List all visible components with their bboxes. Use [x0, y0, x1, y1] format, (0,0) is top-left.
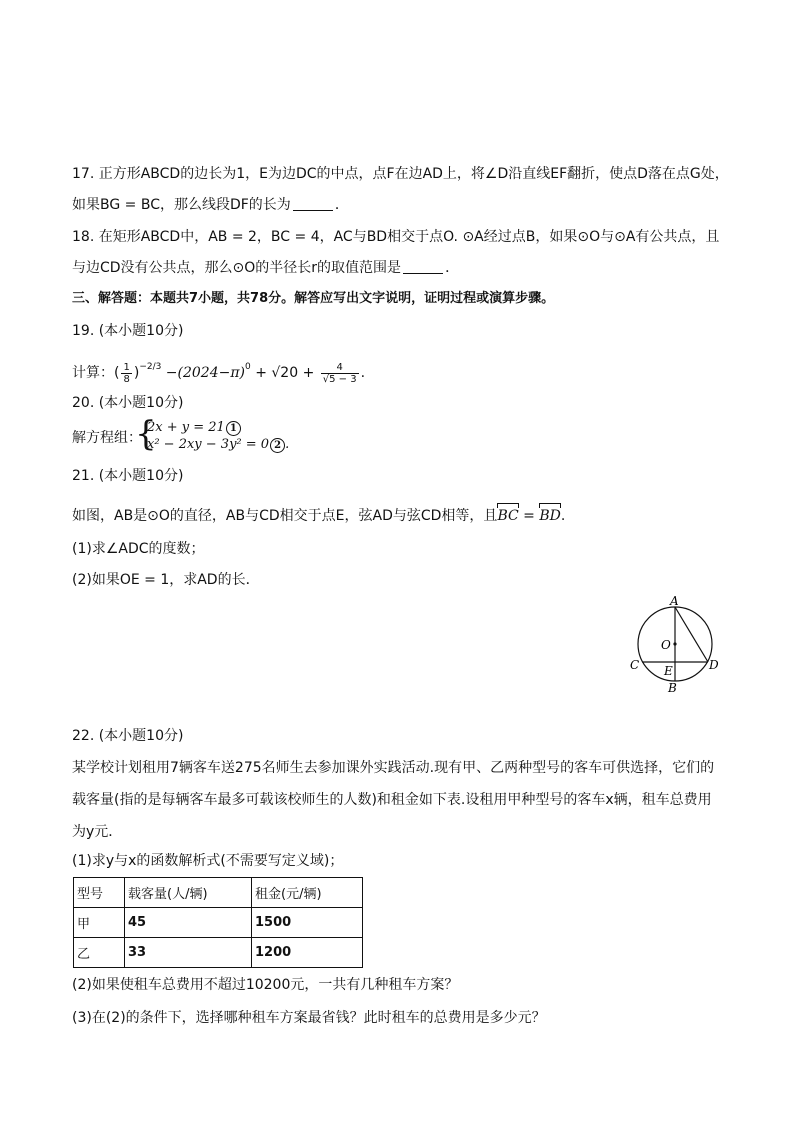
q17-line1: 17. 正方形ABCD的边长为1，E为边DC的中点，点F在边AD上，将∠D沿直线EF翻折，使点D落在点G处， — [72, 166, 729, 182]
q20-prefix: 解方程组： — [72, 430, 142, 446]
q20-end: . — [285, 437, 290, 452]
q19-base-fraction — [121, 362, 131, 385]
label-b: B — [668, 681, 677, 695]
fraction-denominator: √5 − 3 — [322, 373, 357, 385]
center-point — [673, 642, 676, 645]
answer-blank — [293, 196, 333, 211]
equals: = — [518, 508, 540, 524]
q17-line2 — [72, 195, 349, 215]
table-cell: 33 — [125, 938, 252, 968]
q20-equations — [147, 419, 289, 453]
circled-two: 2 — [270, 438, 285, 453]
q17-end: ． — [334, 197, 349, 213]
table-header-cell: 租金(元/辆) — [252, 878, 363, 908]
eq1-text: 2x + y = 21 — [147, 420, 225, 435]
q19-exponent: −2/3 — [139, 362, 162, 372]
label-d: D — [709, 658, 719, 672]
eq2-text: x² − 2xy − 3y² = 0 — [147, 437, 270, 452]
fraction-numerator: 4 — [321, 362, 359, 374]
circle-diagram — [620, 592, 730, 696]
answer-blank — [403, 259, 443, 274]
q22-part2: (2)如果使租车总费用不超过10200元，一共有几种租车方案？ — [72, 977, 459, 993]
q18-line2 — [72, 258, 459, 278]
q19-expression: 计算：( $\frac{1}{8}$ )$^{-2/3} -(2024-\pi)^0 + √20$ + $\frac{4}{√5 - 3}$ . — [72, 361, 366, 385]
chord-ad — [675, 607, 708, 662]
bus-table — [73, 877, 363, 968]
q19-term: −(2024−π) — [165, 365, 246, 381]
q19-header: 19. (本小题10分) — [72, 323, 184, 339]
q19-zero-exponent: 0 — [245, 362, 251, 372]
label-o: O — [661, 638, 671, 652]
q18-line2-text: 与边CD没有公共点，那么⊙O的半径长r的取值范围是 — [72, 260, 402, 276]
fraction-numerator: 1 — [123, 361, 130, 373]
table-cell: 乙 — [74, 938, 125, 968]
q19-end: . — [360, 365, 366, 381]
q22-part3: (3)在(2)的条件下，选择哪种租车方案最省钱？此时租车的总费用是多少元？ — [72, 1010, 546, 1026]
q21-stem — [72, 506, 565, 526]
q20-eq2 — [147, 436, 289, 453]
table-row — [74, 938, 363, 968]
system-brace: { — [135, 414, 157, 454]
q22-paragraph-1: 某学校计划租用7辆客车送275名师生去参加课外实践活动.现有甲、乙两种型号的客车可供选择，它们的 — [72, 760, 715, 776]
q20-header: 20. (本小题10分) — [72, 395, 184, 411]
table-cell: 45 — [125, 908, 252, 938]
q21-stem-text: 如图，AB是⊙O的直径，AB与CD相交于点E，弦AD与弦CD相等，且 — [72, 508, 498, 524]
table-header-cell: 型号 — [74, 878, 125, 908]
arc-bd: BD — [539, 508, 561, 524]
circled-one: 1 — [226, 421, 241, 436]
arc-bc: BC — [497, 508, 519, 524]
q22-paragraph-2: 载客量(指的是每辆客车最多可载该校师生的人数)和租金如下表.设租用甲种型号的客车x辆，租车总费用 — [72, 792, 712, 808]
q22-paragraph-3: 为y元． — [72, 824, 123, 840]
q19-prefix: 计算： — [72, 365, 114, 381]
q22-part1: (1)求y与x的函数解析式(不需要写定义域)； — [72, 853, 344, 869]
fraction-denominator: 8 — [123, 373, 130, 385]
label-a: A — [670, 594, 679, 608]
table-cell: 1200 — [252, 938, 363, 968]
q22-header: 22. (本小题10分) — [72, 728, 184, 744]
q17-line2-text: 如果BG = BC，那么线段DF的长为 — [72, 197, 291, 213]
table-cell: 甲 — [74, 908, 125, 938]
q21-header: 21. (本小题10分) — [72, 468, 184, 484]
q19-sqrt-term: + √20 + — [255, 365, 315, 381]
table-cell: 1500 — [252, 908, 363, 938]
q21-part2: (2)如果OE = 1，求AD的长． — [72, 572, 260, 588]
q20-eq1 — [147, 419, 289, 436]
section-heading: 三、解答题：本题共7小题，共78分。解答应写出文字说明，证明过程或演算步骤。 — [72, 291, 555, 306]
table-header-row — [74, 878, 363, 908]
label-e: E — [664, 664, 673, 678]
label-c: C — [630, 658, 640, 672]
q18-end: ． — [445, 260, 460, 276]
q19-fraction — [321, 362, 359, 385]
q21-end: . — [560, 508, 566, 524]
q18-line1: 18. 在矩形ABCD中，AB = 2，BC = 4，AC与BD相交于点O. ⊙A经过点B，如果⊙O与⊙A有公共点，且 — [72, 229, 720, 245]
table-row — [74, 908, 363, 938]
q21-part1: (1)求∠ADC的度数； — [72, 541, 205, 557]
table-header-cell: 载客量(人/辆) — [125, 878, 252, 908]
